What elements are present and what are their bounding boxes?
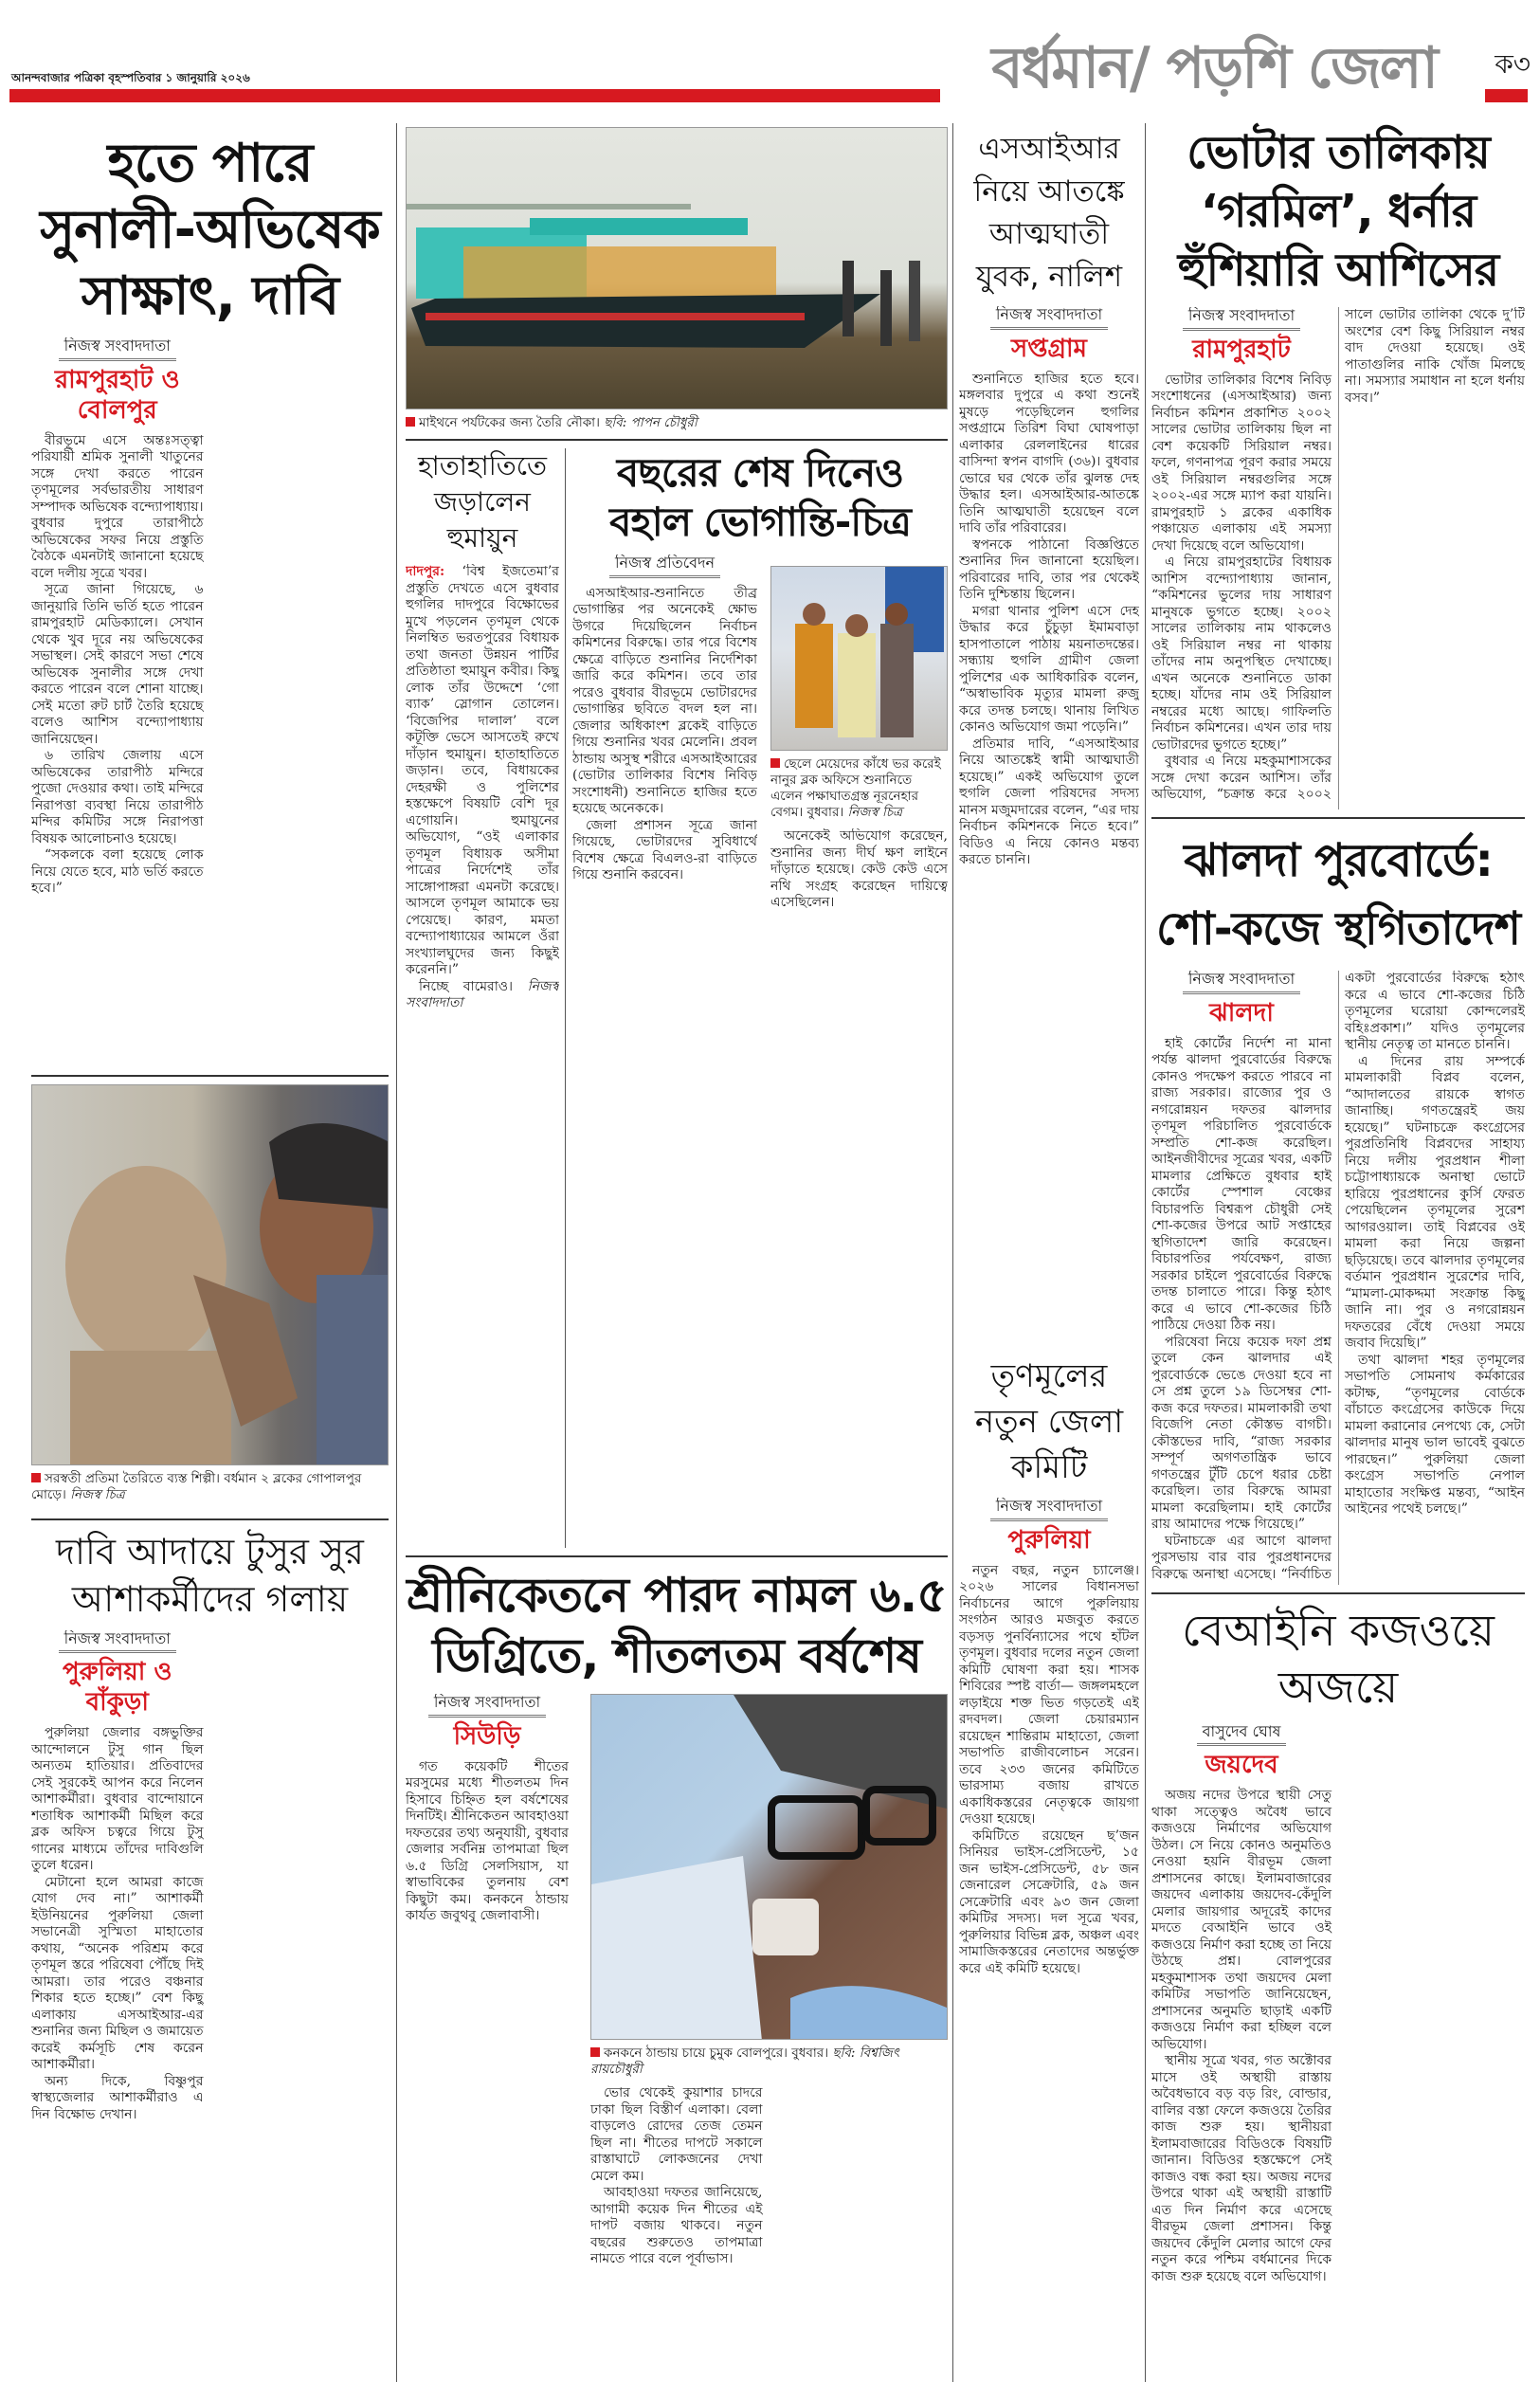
- byline: [31, 337, 204, 426]
- place: রামপুরহাট: [1192, 335, 1291, 364]
- paragraph: তথা ঝালদা শহর তৃণমূলের সভাপতি সোমনাথ কর্মকারের কটাক্ষ, “তৃণমূলের বোর্ডকে বাঁচাতে কংগ্রেসের কাউকে দিয়ে মামলা করানোর নেপথ্যে কে, সেটা ঝালদার মানুষ ভাল ভাবেই বুঝতে পারছেন।” পুরুলিয়া জেলা কংগ্রেস সভাপতি নেপাল মাহাতোর সংক্ষিপ্ত মন্তব্য, “আইন আইনের পথেই চলছে।”: [1345, 1352, 1525, 1518]
- paragraph: স্থানীয় সূত্রে খবর, গত অক্টোবর মাসে ওই অস্থায়ী রাস্তায় অবৈধভাবে বড় বড় রিং, বোল্ডার, বালির বস্তা ফেলে কজওয়ে তৈরির কাজ শুরু হয়। স্থানীয়রা ইলামবাজারের বিডিওকে বিষয়টি জানান। বিডিওর হস্তক্ষেপে সেই কাজও বন্ধ করা হয়। অজয় নদের উপরে থাকা এই অস্থায়ী রাস্তাটি এত দিন নির্মাণ করে এসেছে বীরভূম জেলা প্রশাসন। কিন্তু জয়দেব কেঁদুলি মেলার আগে ফের নতুন করে পশ্চিম বর্ধমানের দিকে কাজ শুরু হয়েছে বলে অভিযোগ।: [1151, 2053, 1332, 2284]
- byline: [1151, 1723, 1332, 1781]
- headline-sir: এসআইআর নিয়ে আতঙ্কে আত্মঘাতী যুবক, নালিশ: [973, 132, 1125, 294]
- paragraph: “সকলকে বলা হয়েছে লোক নিয়ে যেতে হবে, মাঠ ভর্তি করতে হবে।”: [31, 847, 204, 896]
- reporter: নিজস্ব সংবাদদাতা: [1183, 971, 1300, 994]
- section-masthead: বর্ধমান/ পড়শি জেলা: [943, 28, 1485, 108]
- signature: নিজস্ব সংবাদদাতা: [406, 978, 559, 1010]
- place: রামপুরহাট ও বোলপুর: [54, 365, 180, 425]
- byline: [406, 1694, 569, 1752]
- headline-jhalda: ঝালদা পুরবোর্ডে: শো-কজে স্থগিতাদেশ: [1155, 834, 1521, 956]
- article-tusu: [31, 1630, 389, 2374]
- paragraph: প্রতিমার দাবি, “এসআইআর নিয়ে আতঙ্কেই স্বামী আত্মঘাতী হয়েছে।” একই অভিযোগ তুলে হুগলি জেলা পরিষদের সদস্য মানস মজুমদারের বলেন, “এর দায় নির্বাচন কমিশনকে নিতে হবে।” বিডিও এ নিয়ে কোনও মন্তব্য করতে চাননি।: [959, 736, 1139, 867]
- photo-credit: নিজস্ব চিত্র: [847, 805, 903, 820]
- article-sir: [959, 306, 1139, 1344]
- headline-sunali: হতে পারে সুনালী-অভিষেক সাক্ষাৎ, দাবি: [40, 133, 380, 327]
- paragraph: নতুন বছর, নতুন চ্যালেঞ্জ। ২০২৬ সালের বিধানসভা নির্বাচনের আগে পুরুলিয়ায় সংগঠন আরও মজবুত করতে বড়সড় পুনর্বিন্যাসের পথে হাঁটল তৃণমূল। বুধবার দলের নতুন জেলা কমিটি ঘোষণা করা হয়। শাসক শিবিরের স্পষ্ট বার্তা— জঙ্গলমহলে লড়াইয়ে শক্ত ভিত গড়তেই এই রদবদল। জেলা চেয়ারম্যান রয়েছেন শান্তিরাম মাহাতো, জেলা সভাপতি রাজীবলোচন সরেন। তবে ২৩৩ জনের কমিটিতে ভারসাম্য বজায় রাখতে একাধিকস্তরের নেতৃত্বকে জায়গা দেওয়া হয়েছে।: [959, 1562, 1139, 1827]
- headline-tmc-committee: তৃণমূলের নতুন জেলা কমিটি: [974, 1357, 1124, 1486]
- article-sriniketan: [406, 1694, 569, 2374]
- bhoganti-story: [572, 448, 948, 1548]
- bhoganti-col2: [770, 555, 948, 1548]
- article-sunali: [31, 337, 389, 1067]
- middle-column: [406, 127, 948, 2374]
- paragraph: ভোটার তালিকার বিশেষ নিবিড় সংশোধনের (এসআইআর) জন্য নির্বাচন কমিশন প্রকাশিত ২০০২ সালের ভোটার তালিকায় ছিল না বেশ কয়েকটি সিরিয়াল নম্বর। ফলে, গণনাপত্র পূরণ করার সময়ে ওই সিরিয়াল নম্বরগুলির সঙ্গে ২০০২-এর সঙ্গে ম্যাপ করা যায়নি। রামপুরহাট ১ ব্লকের একাধিক পঞ্চায়েত এলাকায় এই সমস্যা দেখা দিয়েছে বলে অভিযোগ।: [1151, 372, 1332, 554]
- paragraph: গত কয়েকটি শীতের মরসুমের মধ্যে শীতলতম দিন হিসাবে চিহ্নিত হল বর্ষশেষের দিনটিই। শ্রীনিকেতন আবহাওয়া দফতরের তথ্য অনুযায়ী, বুধবার জেলার সর্বনিম্ন তাপমাত্রা ছিল ৬.৫ ডিগ্রি সেলসিয়াস, যা স্বাভাবিকের তুলনায় বেশ কিছুটা কম। কনকনে ঠান্ডায় কার্যত জবুথবু জেলাবাসী।: [406, 1758, 569, 1923]
- byline: [959, 306, 1139, 364]
- middle-upper-stories: [406, 448, 948, 1548]
- paragraph-text: ‘বিশ্ব ইজতেমা’র প্রস্তুতি দেখতে এসে বুধবার হুগলির দাদপুরে বিক্ষোভের মুখে পড়লেন তৃণমূল থেকে নিলম্বিত ভরতপুরের বিধায়ক তথা জনতা উন্নয়ন পার্টির প্রতিষ্ঠাতা হুমায়ুন কবীর। কিছু লোক তাঁর উদ্দেশে ‘গো ব্যাক’ স্লোগান তোলেন। ‘বিজেপির দালাল’ বলে কটূক্তি ভেসে আসতেই রুখে দাঁড়ান হুমায়ুন। হাতাহাতিতে জড়ান। তবে, বিধায়কের দেহরক্ষী ও পুলিশের হস্তক্ষেপে বিষয়টি বেশি দূর এগোয়নি। হুমায়ুনের অভিযোগ, “ওই এলাকার তৃণমূল বিধায়ক অসীমা পাত্রের নির্দেশেই তাঁর সাঙ্গোপাঙ্গরা এমনটা করেছে। আসলে তৃণমূল আমাকে ভয় পেয়েছে। কারণ, মমতা বন্দ্যোপাধ্যায়ের আমলে ওঁরা সংখ্যালঘুদের জন্য কিছুই করেননি।”: [406, 564, 559, 977]
- reporter: নিজস্ব সংবাদদাতা: [1183, 307, 1300, 331]
- article-body: [959, 372, 1139, 869]
- photo-caption: [406, 415, 948, 431]
- article-humayun: [406, 564, 559, 1548]
- headline-humayun: হাতাহাতিতে জড়ালেন হুমায়ুন: [417, 450, 548, 554]
- paragraph-text: নিচ্ছে বামেরাও।: [419, 978, 514, 994]
- dateline: দাদপুর:: [406, 564, 445, 579]
- photo-credit: ছবি: পাপন চৌধুরী: [604, 415, 698, 430]
- divider: [1151, 817, 1525, 819]
- place: ঝালদা: [1209, 998, 1274, 1027]
- divider: [31, 1075, 389, 1077]
- right-wide-column: [1151, 123, 1525, 2374]
- article-body: [1151, 307, 1525, 809]
- column-rule: [1145, 123, 1146, 2382]
- place: সপ্তগ্রাম: [1011, 334, 1087, 363]
- paragraph: এ নিয়ে রামপুরহাটের বিধায়ক আশিস বন্দ্যোপাধ্যায় জানান, “কমিশনের ভুলের দায় সাধারণ মানুষকে ভুগতে হচ্ছে। ২০০২ সালের তালিকায় নাম থাকলেও ওই সিরিয়াল নম্বর না থাকায় তাঁদের নাম অনুপস্থিত দেখাচ্ছে। এখন অনেকে শুনানিতে ডাকা হচ্ছে। যাঁদের নাম ওই সিরিয়াল নম্বরের মধ্যে আছে। গাফিলতি নির্বাচন কমিশনের। এখন তার দায় ভোটারদের ভুগতে হচ্ছে।”: [1151, 555, 1332, 753]
- article-bhoganti-col2: [770, 828, 948, 1548]
- paragraph: এসআইআর-শুনানিতে তীব্র ভোগান্তির পর অনেকেই ক্ষোভ উগরে দিয়েছিলেন নির্বাচন কমিশনের বিরুদ্ধে। তার পরে বিশেষ ক্ষেত্রে বাড়িতে শুনানির নির্দেশিকা জারি করে কমিশন। তবে তার পরেও বুধবার বীরভূমে ভোটারদের ভোগান্তির ছবিতে বদল হল না। জেলার অধিকাংশ ব্লকেই বাড়িতে গিয়ে শুনানির খবর মেলেনি। প্রবল ঠান্ডায় অসুস্থ শরীরে এসআইআরের (ভোটার তালিকার বিশেষ নিবিড় সংশোধনী) শুনানিতে হাজির হতে হয়েছে অনেককে।: [572, 585, 757, 816]
- paragraph: ৬ তারিখ জেলায় এসে অভিষেকের তারাপীঠ মন্দিরে পুজো দেওয়ার কথা। তাই মন্দিরে নিরাপত্তা ব্যবস্থা নিয়ে তারাপীঠ মন্দির কমিটির সঙ্গে নিরাপত্তা বিষয়ক আলোচনাও হয়েছে।: [31, 748, 204, 846]
- paragraph: স্বপনকে পাঠানো বিজ্ঞপ্তিতে শুনানির দিন জানানো হয়েছিল। পরিবারের দাবি, তার পর থেকেই তিনি দুশ্চিন্তায় ছিলেন।: [959, 536, 1139, 602]
- page-number: ক৩: [1495, 48, 1531, 80]
- caption-text: মাইথনে পর্যটকের জন্য তৈরি নৌকা।: [419, 415, 600, 430]
- paragraph: এ দিনের রায় সম্পর্কে মামলাকারী বিপ্লব বলেন, “আদালতের রায়কে স্বাগত জানাচ্ছি। গণতন্ত্রেরই জয় হয়েছে।” ঘটনাচক্রে কংগ্রেসের পুরপ্রতিনিধি বিপ্লবদের সাহায্য নিয়ে দলীয় পুরপ্রধান শীলা চট্টোপাধ্যায়কে অনাস্থা ভোটে হারিয়ে পুরপ্রধানের কুর্সি ফেরত পেয়েছিলেন তৃণমূলের সুরেশ আগরওয়াল। তাই বিপ্লবের ওই মামলা করা নিয়ে জল্পনা ছড়িয়েছে। তবে ঝালদার তৃণমূলের বর্তমান পুরপ্রধান সুরেশের দাবি, “মামলা-মোকদ্দমা সংক্রান্ত কিছু জানি না। পুর ও নগরোন্নয়ন দফতরের বেঁধে দেওয়া সময়ে জবাব দিয়েছি।”: [1345, 1053, 1525, 1352]
- man-with-tea-illustration: [591, 1695, 947, 2040]
- article-voter: [1151, 307, 1525, 809]
- bhoganti-columns: [572, 555, 948, 1548]
- paragraph: বুধবার এ নিয়ে মহকুমাশাসকের সঙ্গে দেখা করেন আশিস। তাঁর অভিযোগ, “চক্রান্ত করে ২০০২ সালে ভোটার তালিকা থেকে দু’টি অংশের বেশ কিছু সিরিয়াল নম্বর বাদ দেওয়া হয়েছে। ওই পাতাগুলির নাকি খোঁজ মিলছে না। সমস্যার সমাধান না হলে ধর্নায় বসব।”: [1151, 307, 1525, 802]
- column-rule: [952, 123, 953, 2382]
- place: জয়দেব: [1205, 1751, 1278, 1780]
- paragraph: পরিষেবা নিয়ে কয়েক দফা প্রশ্ন তুলে কেন ঝালদার এই পুরবোর্ডকে ভেঙে দেওয়া হবে না সে প্রশ্ন তুলে ১৯ ডিসেম্বর শো-কজ করে দফতর। মামলাকারী তথা বিজেপি নেতা কৌস্তভ বাগচী। কৌস্তভের দাবি, “রাজ্য সরকার সম্পূর্ণ অগণতান্ত্রিক ভাবে গণতন্ত্রের টুঁটি চেপে ধরার চেষ্টা করেছিল। তার বিরুদ্ধে আমরা মামলা করেছিলাম। হাই কোর্টের রায় আমাদের পক্ষে গিয়েছে।”: [1151, 1334, 1332, 1533]
- reporter: নিজস্ব সংবাদদাতা: [428, 1694, 546, 1718]
- paragraph: অজয় নদের উপরে স্থায়ী সেতু থাকা সত্ত্বেও অবৈধ ভাবে কজওয়ে নির্মাণের অভিযোগ উঠল। সে নিয়ে কোনও অনুমতিও নেওয়া হয়নি বীরভূম জেলা প্রশাসনের কাছে। ইলামবাজারের জয়দেব এলাকায় জয়দেব-কেঁদুলি মেলার জায়গার অদূরেই কাদের মদতে বেআইনি ভাবে ওই কজওয়ে নির্মাণ করা হচ্ছে তা নিয়ে উঠছে প্রশ্ন। বোলপুরের মহকুমাশাসক তথা জয়দেব মেলা কমিটির সভাপতি জানিয়েছেন, প্রশাসনের অনুমতি ছাড়াই একটি কজওয়ে নির্মাণ করা হচ্ছিল বলে অভিযোগ।: [1151, 1788, 1332, 2052]
- reporter: নিজস্ব সংবাদদাতা: [59, 1630, 176, 1654]
- paragraph: কমিটিতে রয়েছেন ছ’জন সিনিয়র ভাইস-প্রেসিডেন্ট, ১৫ জন ভাইস-প্রেসিডেন্ট, ৫৮ জন জেনারেল সেক্রেটারি, ৫৯ জন সেক্রেটারি এবং ৯৩ জন জেলা কমিটির সদস্য। দল সূত্রে খবর, পুরুলিয়ার বিভিন্ন ব্লক, অঞ্চল এবং সামাজিকস্তরের নেতাদের অন্তর্ভুক্ত করে এই কমিটি হয়েছে।: [959, 1827, 1139, 1976]
- headline-causeway: বেআইনি কজওয়ে অজয়ে: [1182, 1604, 1495, 1713]
- byline: [1151, 971, 1332, 1028]
- place: সিউড়ি: [453, 1721, 521, 1751]
- photo-saraswati-idol: [31, 1084, 389, 1465]
- masthead-row: [943, 28, 1531, 108]
- divider: [406, 1555, 948, 1557]
- caption-text: ছেলে মেয়েদের কাঁধে ভর করেই নানুর ব্লক অফিসে শুনানিতে এলেন পক্ষাঘাতগ্রস্ত নূরনেহার বেগম। বুধবার।: [770, 756, 941, 820]
- article-body: [959, 1563, 1139, 1978]
- people-illustration: [771, 567, 944, 751]
- paragraph: শুনানিতে হাজির হতে হবে। মঙ্গলবার দুপুরে এ কথা শুনেই মুষড়ে পড়েছিলেন হুগলির সপ্তগ্রামে তিরিশ বিঘা ঘোষপাড়া এলাকার রেললাইনের ধারের বাসিন্দা স্বপন বাগদি (৩৬)। বুধবার ভোরে ঘর থেকে তাঁর ঝুলন্ত দেহ উদ্ধার হল। এসআইআর-আতঙ্কে তিনি আত্মঘাতী হয়েছেন বলে দাবি তাঁর পরিবারের।: [959, 371, 1139, 536]
- right-narrow-column: [959, 128, 1139, 2374]
- divider: [31, 1518, 389, 1520]
- paragraph: অনেকেই অভিযোগ করেছেন, শুনানির জন্য দীর্ঘ ক্ষণ লাইনে দাঁড়াতে হয়েছে। কেউ কেউ এসে নথি সংগ্রহ করেছেন দায়িত্বে এসেছিলেন।: [770, 828, 948, 910]
- byline: [31, 1630, 204, 1718]
- humayun-story: [406, 448, 566, 1548]
- reporter: বাসুদেব ঘোষ: [1197, 1723, 1287, 1747]
- headline-voter-list: ভোটার তালিকায় ‘গরমিল’, ধর্নার হুঁশিয়ারি আশিসের: [1177, 126, 1499, 297]
- paragraph: জেলা প্রশাসন সূত্রে জানা গিয়েছে, ভোটারদের সুবিধার্থে বিশেষ ক্ষেত্রে বিএলও-রা বাড়িতে গিয়ে শুনানি করবেন।: [572, 817, 757, 882]
- sriniketan-story: [406, 1694, 948, 2374]
- paragraph: মগরা থানার পুলিশ এসে দেহ উদ্ধার করে চুঁচুড়া ইমামবাড়া হাসপাতালে পাঠায় ময়নাতদন্তের। সন্ধ্যায় হুগলি গ্রামীণ জেলা পুলিশের এক আধিকারিক বলেন, “অস্বাভাবিক মৃত্যুর মামলা রুজু করে তদন্ত চলছে। থানায় লিখিত কোনও অভিযোগ জমা পড়েনি।”: [959, 603, 1139, 735]
- place: পুরুলিয়া ও বাঁকুড়া: [63, 1658, 172, 1718]
- article-tmc: [959, 1498, 1139, 2374]
- article-body: [1151, 1788, 1332, 2285]
- photo-credit: নিজস্ব চিত্র: [70, 1486, 125, 1502]
- boat-illustration: [407, 128, 948, 409]
- paragraph: হাই কোর্টের নির্দেশ না মানা পর্যন্ত ঝালদা পুরবোর্ডের বিরুদ্ধে কোনও পদক্ষেপ করতে পারবে না রাজ্য সরকার। রাজ্যের পুর ও নগরোন্নয়ন দফতর ঝালদার তৃণমূল পরিচালিত পুরবোর্ডকে সম্প্রতি শো-কজ করেছিল। আইনজীবীদের সূত্রের খবর, একটি মামলার প্রেক্ষিতে বুধবার হাই কোর্টের স্পেশাল বেঞ্চের বিচারপতি বিশ্বরূপ চৌধুরী সেই শো-কজের উপরে আট সপ্তাহের স্থগিতাদেশ জারি করেছেন। বিচারপতির পর্যবেক্ষণ, রাজ্য সরকার চাইলে পুরবোর্ডের বিরুদ্ধে তদন্ত চালাতে পারে। কিন্তু হঠাৎ করে এ ভাবে শো-কজের চিঠি পাঠিয়ে দেওয়া ঠিক নয়।: [1151, 1035, 1332, 1334]
- reporter: নিজস্ব প্রতিবেদন: [609, 555, 720, 578]
- article-causeway: [1151, 1723, 1525, 2374]
- column-rule: [396, 123, 397, 2382]
- article-bhoganti-col1: [572, 555, 757, 1548]
- caption-text: কনকনে ঠান্ডায় চায়ে চুমুক বোলপুরে। বুধবার।: [604, 2046, 829, 2061]
- paragraph: [406, 564, 559, 979]
- dateline: আনন্দবাজার পত্রিকা বৃহস্পতিবার ১ জানুয়ারি ২০২৬: [11, 71, 250, 84]
- byline: [572, 555, 757, 578]
- byline: [1151, 307, 1332, 365]
- photo-caption: [31, 1471, 389, 1503]
- reporter: নিজস্ব সংবাদদাতা: [990, 1498, 1108, 1521]
- article-jhalda: [1151, 971, 1525, 1585]
- paragraph: আবহাওয়া দফতর জানিয়েছে, আগামী কয়েক দিন শীতের এই দাপট বজায় থাকবে। নতুন বছরের শুরুতেও তাপমাত্রা নামতে পারে বলে পূর্বাভাস।: [590, 2185, 763, 2266]
- divider: [406, 439, 948, 441]
- place: পুরুলিয়া: [1007, 1525, 1091, 1555]
- header-rule-left: [9, 89, 940, 102]
- photo-credit: ছবি: বিশ্বজিৎ রায়চৌধুরী: [590, 2046, 899, 2077]
- paragraph: ভোর থেকেই কুয়াশার চাদরে ঢাকা ছিল বিস্তীর্ণ এলাকা। বেলা বাড়লেও রোদের তেজ তেমন ছিল না। শীতের দাপটে সকালে রাস্তাঘাটে লোকজনের দেখা মেলে কম।: [590, 2085, 763, 2184]
- paragraph: অন্য দিকে, বিষ্ণুপুর স্বাস্থ্যজেলার আশাকর্মীরাও এ দিন বিক্ষোভ দেখান।: [31, 2073, 204, 2122]
- paragraph: [406, 979, 559, 1012]
- photo-caption: [770, 756, 948, 821]
- paragraph: বীরভূমে এসে অন্তঃসত্ত্বা পরিযায়ী শ্রমিক সুনালী খাতুনের সঙ্গে দেখা করতে পারেন তৃণমূলের সর্বভারতীয় সাধারণ সম্পাদক অভিষেক বন্দ্যোপাধ্যায়। বুধবার দুপুরে তারাপীঠে অভিষেকের সফর নিয়ে প্রস্তুতি বৈঠকে এমনটাই জানানো হয়েছে বলে দলীয় সূত্রে খবর।: [31, 432, 204, 581]
- headline-sriniketan: শ্রীনিকেতনে পারদ নামল ৬.৫ ডিগ্রিতে, শীতলতম বর্ষশেষ: [407, 1568, 947, 1683]
- reporter: নিজস্ব সংবাদদাতা: [59, 337, 176, 361]
- photo-tea-man: [590, 1694, 948, 2040]
- idol-illustration: [32, 1085, 389, 1465]
- caption-text: সরস্বতী প্রতিমা তৈরিতে ব্যস্ত শিল্পী। বর্ধমান ২ ব্লকের গোপালপুর মোড়ে।: [31, 1470, 362, 1502]
- headline-tusu: দাবি আদায়ে টুসুর সুর আশাকর্মীদের গলায়: [56, 1530, 364, 1620]
- photo-hearing-woman: [770, 566, 948, 751]
- divider: [1151, 1592, 1525, 1594]
- article-body: [31, 433, 204, 898]
- photo-caption: [590, 2046, 948, 2078]
- reporter: নিজস্ব সংবাদদাতা: [990, 306, 1108, 330]
- left-column: [31, 131, 389, 2374]
- paragraph: সূত্রে জানা গিয়েছে, ৬ জানুয়ারি তিনি ভর্তি হতে পারেন রামপুরহাট মেডিক্যালে। সেখান থেকে খুব দূরে নয় অভিষেকের সভাস্থল। সেই কারণে সভা শেষে অভিষেক সুনালীর সঙ্গে দেখা করতে পারেন বলে শোনা যাচ্ছে। সেই মতো রুট চার্ট তৈরি হয়েছে বলেও আশিস বন্দ্যোপাধ্যায় জানিয়েছেন।: [31, 582, 204, 747]
- paragraph: মেটানো হলে আমরা কাজে যোগ দেব না।” আশাকর্মী ইউনিয়নের পুরুলিয়া জেলা সভানেত্রী সুস্মিতা মাহাতোর কথায়, “অনেক পরিশ্রম করে তৃণমূল স্তরে পরিষেবা পৌঁছে দিই আমরা। তার পরেও বঞ্চনার শিকার হতে হচ্ছে।” বেশ কিছু এলাকায় এসআইআর-এর শুনানির জন্য মিছিল ও জমায়েত করেই কর্মসূচি শেষ করেন আশাকর্মীরা।: [31, 1874, 204, 2073]
- sriniketan-photo-column: [590, 1694, 948, 2374]
- article-sriniketan-cont: [590, 2085, 948, 2374]
- article-body: [1151, 971, 1525, 1585]
- paragraph: পুরুলিয়া জেলার বঙ্গভুক্তির আন্দোলনে টুসু গান ছিল অন্যতম হাতিয়ার। প্রতিবাদের সেই সুরকেই আপন করে নিলেন আশাকর্মীরা। বুধবার বান্দোয়ানে শতাধিক আশাকর্মী মিছিল করে ব্লক অফিস চত্বরে গিয়ে টুসু গানের মাধ্যমে তাঁদের দাবিগুলি তুলে ধরেন।: [31, 1725, 204, 1874]
- paragraph: ঘটনাচক্রে এর আগে ঝালদা পুরসভায় বার বার পুরপ্রধানদের বিরুদ্ধে অনাস্থা এসেছে। “নির্বাচিত একটা পুরবোর্ডের বিরুদ্ধে হঠাৎ করে এ ভাবে শো-কজের চিঠি তৃণমূলের ঘরোয়া কোন্দলেরই বহিঃপ্রকাশ।” যদিও তৃণমূলের স্থানীয় নেতৃত্ব তা মানতে চাননি।: [1151, 971, 1525, 1582]
- byline: [959, 1498, 1139, 1555]
- photo-maithon-boat: [406, 127, 948, 409]
- article-body: [31, 1725, 204, 2123]
- headline-bhoganti: বছরের শেষ দিনেও বহাল ভোগান্তি-চিত্র: [609, 449, 911, 545]
